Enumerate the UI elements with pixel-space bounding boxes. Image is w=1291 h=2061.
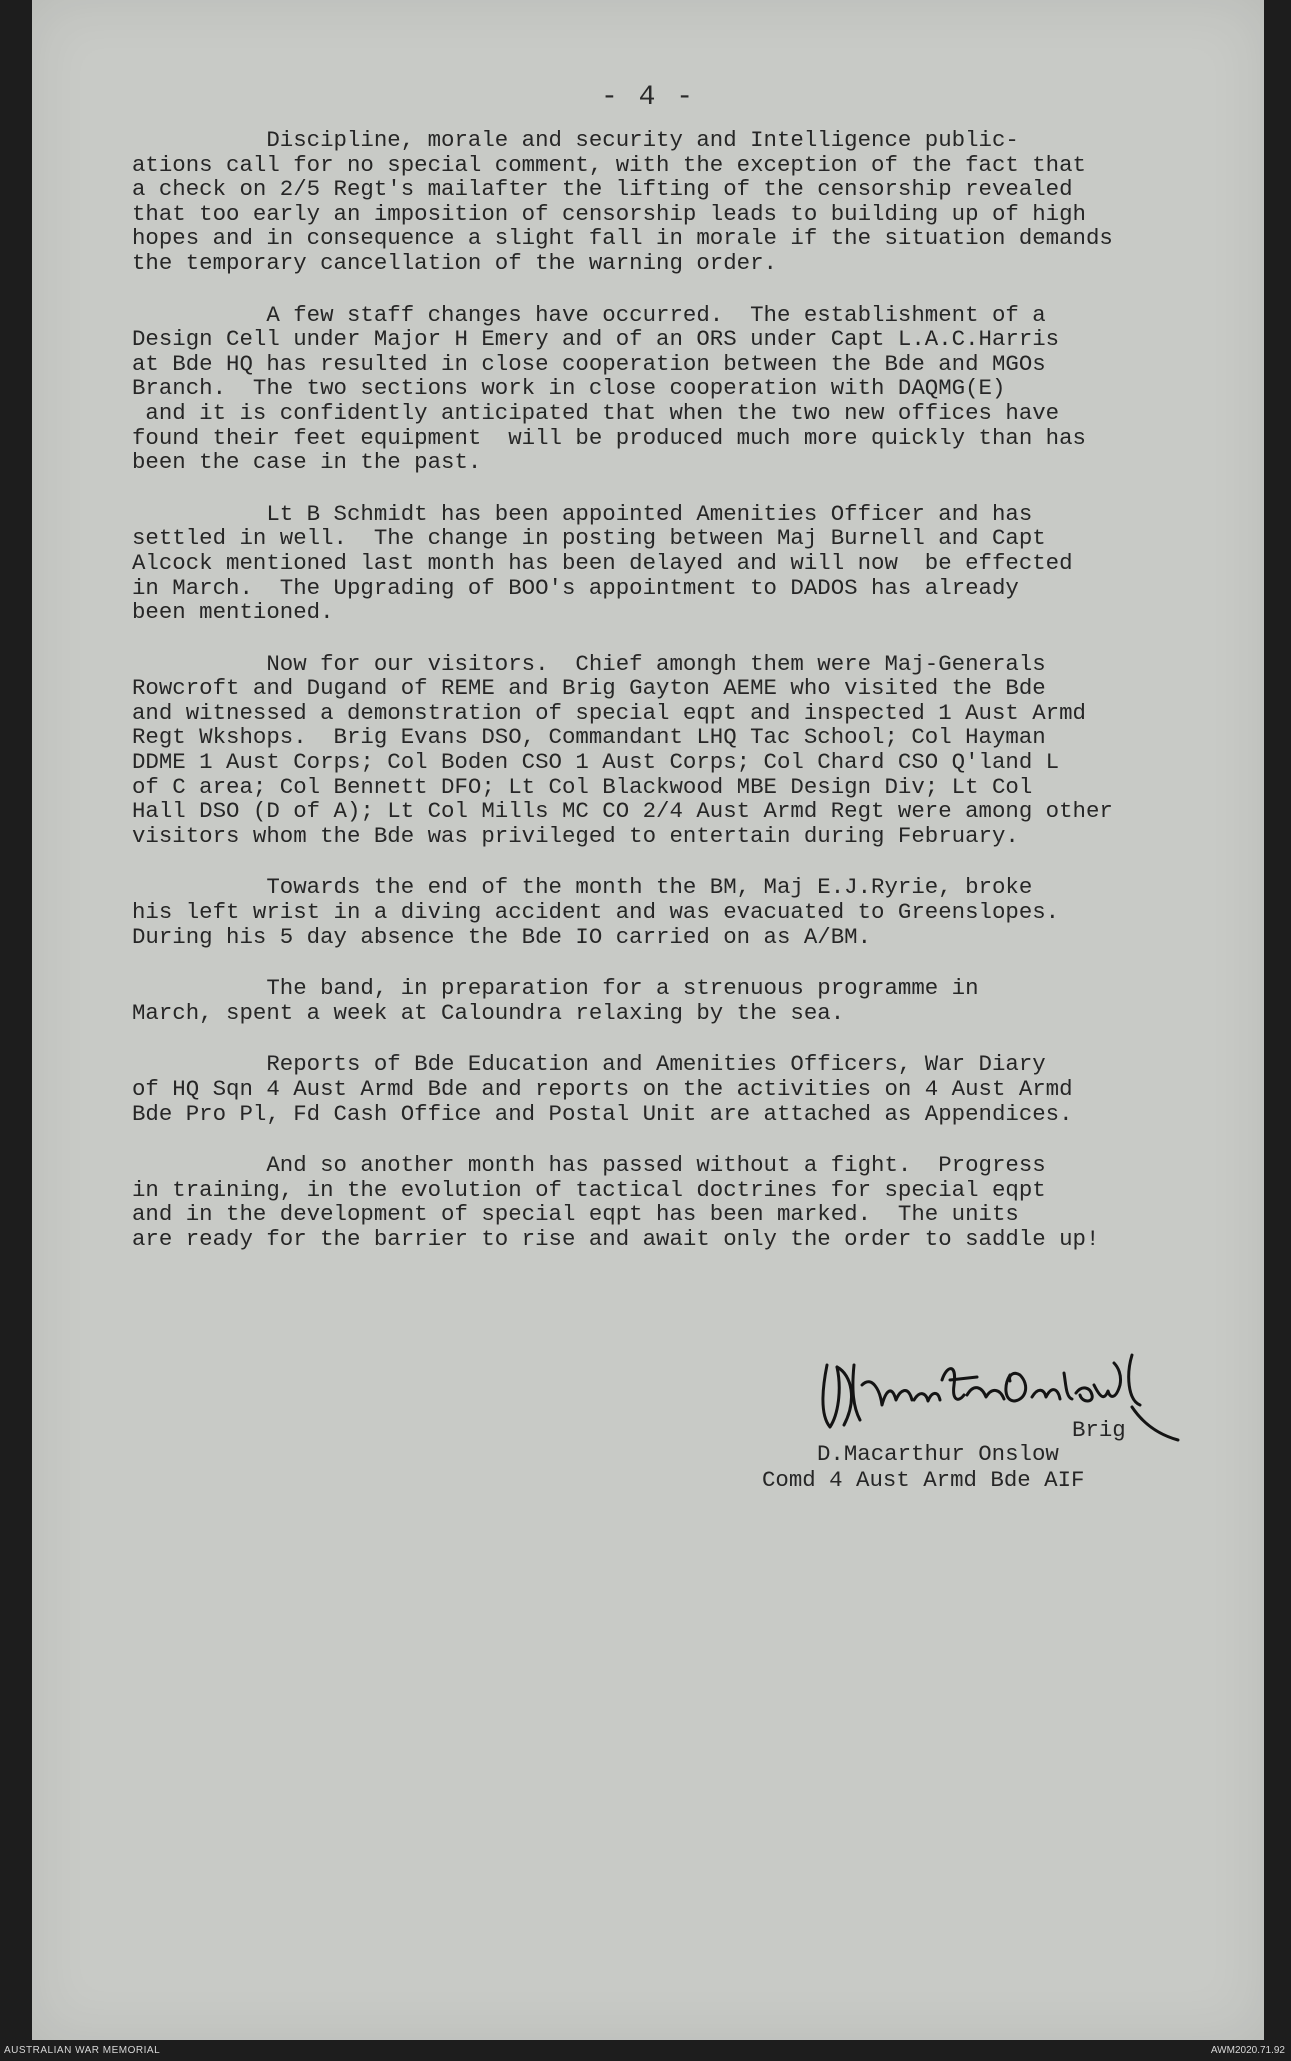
text-line: and witnessed a demonstration of special eqpt and inspected 1 Aust Armd	[132, 699, 1086, 726]
text-line: And so another month has passed without a fight. Progress	[132, 1152, 1046, 1179]
text-line: Rowcroft and Dugand of REME and Brig Gayton AEME who visited the Bde	[132, 675, 1046, 702]
document-page	[32, 0, 1264, 2040]
paragraph-4	[132, 652, 1242, 849]
archive-footer	[0, 2040, 1291, 2061]
text-line: Reports of Bde Education and Amenities Officers, War Diary	[132, 1051, 1046, 1078]
signatory-appointment: Comd 4 Aust Armd Bde AIF	[762, 1467, 1085, 1493]
signatory-rank: Brig	[1072, 1417, 1126, 1443]
paragraph-3	[132, 502, 1242, 625]
text-line: March, spent a week at Caloundra relaxing by the sea.	[132, 999, 845, 1026]
archive-name: AUSTRALIAN WAR MEMORIAL	[4, 2045, 161, 2056]
text-line: his left wrist in a diving accident and was evacuated to Greenslopes.	[132, 899, 1060, 926]
text-line: Now for our visitors. Chief amongh them were Maj-Generals	[132, 650, 1046, 677]
text-line: of HQ Sqn 4 Aust Armd Bde and reports on the activities on 4 Aust Armd	[132, 1076, 1073, 1102]
text-line: Hall DSO (D of A); Lt Col Mills MC CO 2/4 Aust Armd Regt were among other	[132, 798, 1113, 825]
text-line: in training, in the evolution of tactical doctrines for special eqpt	[132, 1176, 1046, 1203]
text-line: Regt Wkshops. Brig Evans DSO, Commandant LHQ Tac School; Col Hayman	[132, 724, 1046, 751]
text-line: Design Cell under Major H Emery and of an ORS under Capt L.A.C.Harris	[132, 326, 1060, 353]
text-line: in March. The Upgrading of BOO's appointment to DADOS has already	[132, 574, 1019, 601]
text-line: The band, in preparation for a strenuous programme in	[132, 975, 979, 1002]
paragraph-1	[132, 128, 1242, 276]
text-line: been mentioned.	[132, 599, 334, 626]
text-line: Discipline, morale and security and Intelligence public-	[132, 127, 1019, 153]
text-line: are ready for the barrier to rise and await only the order to saddle up!	[132, 1225, 1100, 1252]
text-line: Towards the end of the month the BM, Maj E.J.Ryrie, broke	[132, 874, 1033, 901]
paragraph-5	[132, 875, 1242, 949]
archive-reference: AWM2020.71.92	[1210, 2045, 1285, 2056]
paragraph-6	[132, 976, 1242, 1025]
paragraph-2	[132, 303, 1242, 475]
paragraph-8	[132, 1153, 1242, 1251]
text-line: been the case in the past.	[132, 449, 482, 476]
text-line: Lt B Schmidt has been appointed Amenities Officer and has	[132, 500, 1033, 527]
text-line: DDME 1 Aust Corps; Col Boden CSO 1 Aust Corps; Col Chard CSO Q'land L	[132, 749, 1060, 776]
text-line: During his 5 day absence the Bde IO carried on as A/BM.	[132, 923, 872, 950]
text-line: of C area; Col Bennett DFO; Lt Col Blackwood MBE Design Div; Lt Col	[132, 773, 1033, 800]
text-line: a check on 2/5 Regt's mailafter the lifting of the censorship revealed	[132, 176, 1073, 203]
text-line: that too early an imposition of censorship leads to building up of high	[132, 200, 1086, 227]
text-line: A few staff changes have occurred. The establishment of a	[132, 301, 1046, 328]
document-body	[132, 128, 1242, 1252]
text-line: at Bde HQ has resulted in close cooperation between the Bde and MGOs	[132, 350, 1046, 377]
text-line: and in the development of special eqpt has been marked. The units	[132, 1201, 1019, 1228]
text-line: Alcock mentioned last month has been delayed and will now be effected	[132, 549, 1073, 576]
text-line: the temporary cancellation of the warning order.	[132, 249, 777, 276]
text-line: ations call for no special comment, with the exception of the fact that	[132, 151, 1086, 178]
text-line: found their feet equipment will be produced much more quickly than has	[132, 424, 1086, 451]
text-line: hopes and in consequence a slight fall in morale if the situation demands	[132, 225, 1113, 252]
text-line: Branch. The two sections work in close cooperation with DAQMG(E)	[132, 375, 1006, 402]
signatory-name: D.Macarthur Onslow	[817, 1441, 1059, 1467]
text-line: and it is confidently anticipated that when the two new offices have	[132, 399, 1060, 426]
text-line: Bde Pro Pl, Fd Cash Office and Postal Unit are attached as Appendices.	[132, 1100, 1073, 1127]
paragraph-7	[132, 1052, 1242, 1126]
text-line: visitors whom the Bde was privileged to entertain during February.	[132, 822, 1019, 849]
page-number: - 4 -	[600, 82, 695, 113]
text-line: settled in well. The change in posting between Maj Burnell and Capt	[132, 525, 1046, 552]
